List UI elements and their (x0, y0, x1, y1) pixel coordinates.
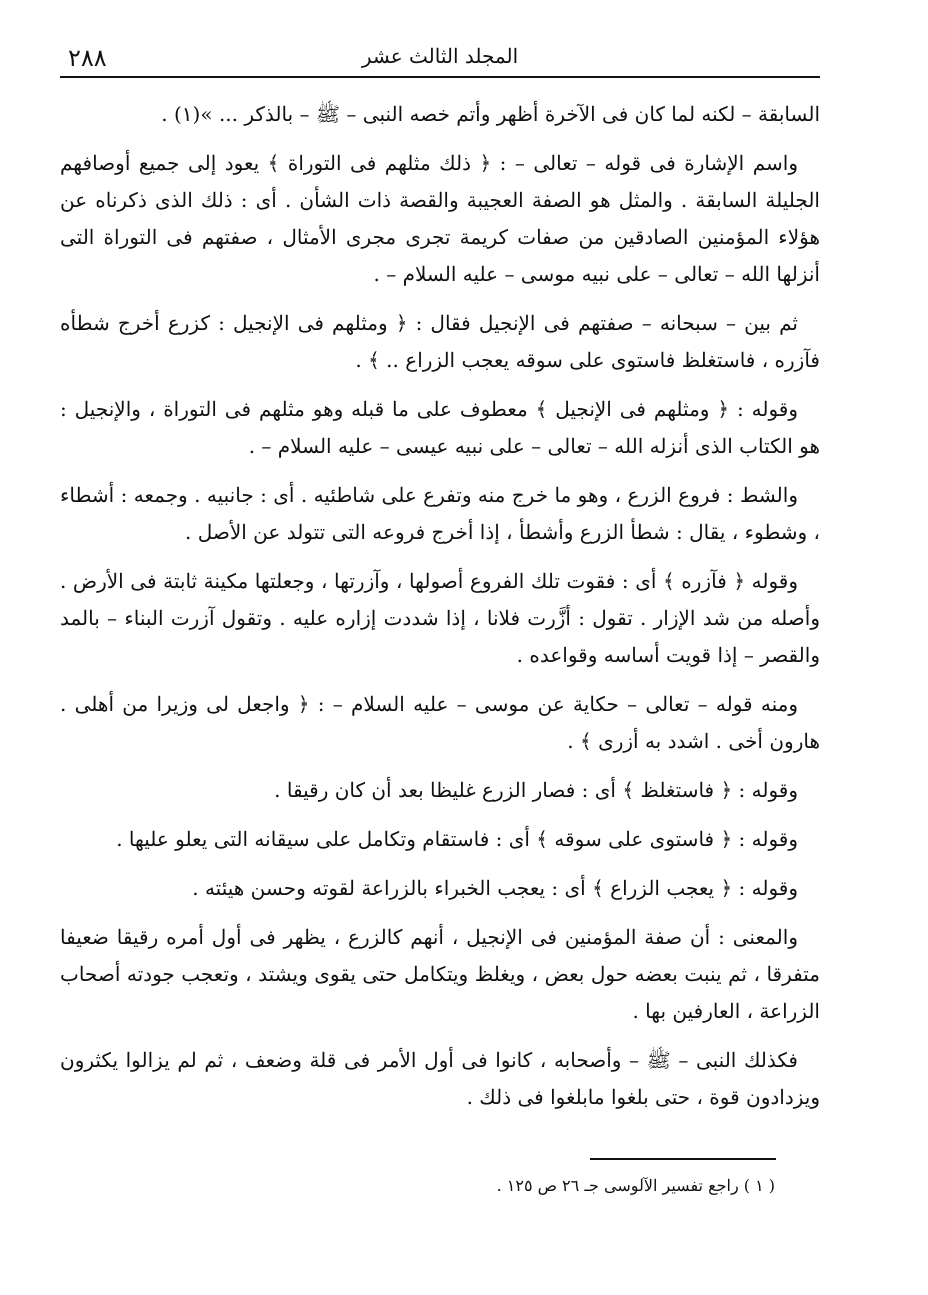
paragraph: وقوله : ﴿ فاستوى على سوقه ﴾ أى : فاستقام وتكامل على سيقانه التى يعلو عليها . (116, 827, 798, 851)
footnote-divider (590, 1158, 776, 1160)
body-text (60, 96, 820, 1128)
running-title: المجلد الثالث عشر (361, 44, 519, 68)
paragraph: ومنه قوله – تعالى – حكاية عن موسى – عليه السلام – : ﴿ واجعل لى وزيرا من أهلى . هارون أخى . اشدد به أزرى ﴾ . (60, 692, 820, 753)
paragraph: والمعنى : أن صفة المؤمنين فى الإنجيل ، أنهم كالزرع ، يظهر فى أول أمره رقيقا ضعيفا متفرقا ، ثم ينبت بعضه حول بعض ، ويغلظ ويتكامل حتى يقوى ويشتد ، وتعجب جودته أصحاب الزراعة ، العارفين بها . (60, 925, 820, 1023)
paragraph: وقوله : ﴿ يعجب الزراع ﴾ أى : يعجب الخبراء بالزراعة لقوته وحسن هيئته . (192, 876, 798, 900)
paragraph: السابقة – لكنه لما كان فى الآخرة أظهر وأتم خصه النبى – ﷺ – بالذكر ... »(١) . (161, 102, 820, 126)
paragraph: فكذلك النبى – ﷺ – وأصحابه ، كانوا فى أول الأمر فى قلة وضعف ، ثم لم يزالوا يكثرون ويزدادون قوة ، حتى بلغوا مابلغوا فى ذلك . (60, 1048, 820, 1109)
paragraph: وقوله : ﴿ فاستغلظ ﴾ أى : فصار الزرع غليظا بعد أن كان رقيقا . (274, 778, 798, 802)
paragraph: وقوله ﴿ فآزره ﴾ أى : فقوت تلك الفروع أصولها ، وآزرتها ، وجعلتها مكينة ثابتة فى الأرض . وأصله من شد الإزار . تقول : أزَّرت فلانا ، إذا شددت إزاره عليه . وتقول آزرت البناء – بالمد والقصر – إذا قويت أساسه وقواعده . (60, 569, 820, 667)
paragraph: والشط : فروع الزرع ، وهو ما خرج منه وتفرع على شاطئيه . أى : جانبيه . وجمعه : أشطاء ، وشطوء ، يقال : شطأ الزرع وأشطأ ، إذا أخرج فروعه التى تتولد عن الأصل . (60, 483, 820, 544)
footnote: ( ١ ) راجع تفسير الآلوسى جـ ٢٦ ص ١٢٥ . (496, 1176, 775, 1195)
paragraph: وقوله : ﴿ ومثلهم فى الإنجيل ﴾ معطوف على ما قبله وهو مثلهم فى التوراة ، والإنجيل : هو الكتاب الذى أنزله الله – تعالى – على نبيه عيسى – عليه السلام – . (60, 397, 820, 458)
page-header (60, 42, 820, 78)
page-number: ٢٨٨ (68, 44, 107, 72)
paragraph: ثم بين – سبحانه – صفتهم فى الإنجيل فقال : ﴿ ومثلهم فى الإنجيل : كزرع أخرج شطأه فآزره ، فاستغلظ فاستوى على سوقه يعجب الزراع .. ﴾ . (60, 311, 820, 372)
paragraph: واسم الإشارة فى قوله – تعالى – : ﴿ ذلك مثلهم فى التوراة ﴾ يعود إلى جميع أوصافهم الجليلة السابقة . والمثل هو الصفة العجيبة والقصة ذات الشأن . أى : ذلك الذى ذكرناه عن هؤلاء المؤمنين الصادقين من صفات كريمة تجرى مجرى الأمثال ، صفتهم فى التوراة التى أنزلها الله – تعالى – على نبيه موسى – عليه السلام – . (60, 151, 820, 286)
